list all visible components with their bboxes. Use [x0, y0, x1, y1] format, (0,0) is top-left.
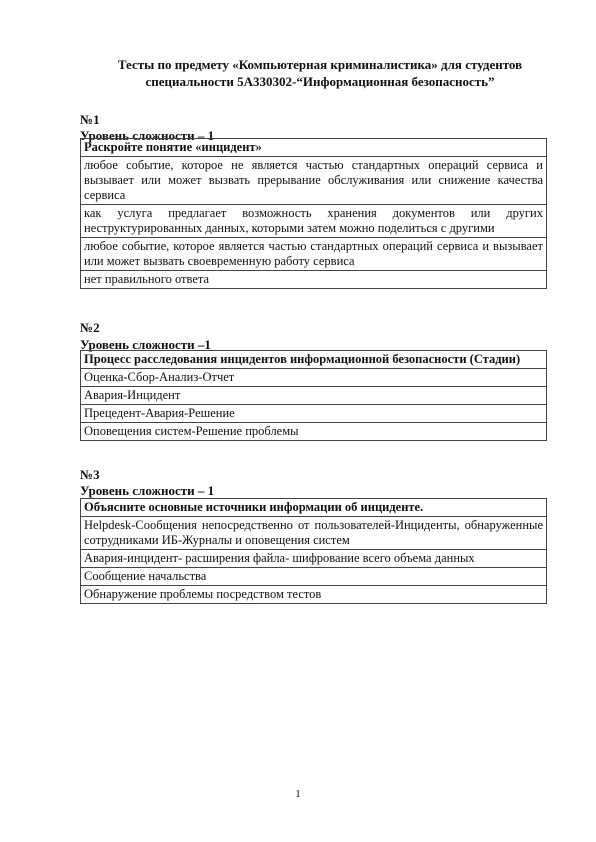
question-text: Объясните основные источники информации об инциденте.	[81, 499, 547, 517]
question-number: №3	[80, 467, 100, 482]
answer-option: Оповещения систем-Решение проблемы	[81, 423, 547, 441]
answer-option: Сообщение начальства	[81, 568, 547, 586]
question-text: Раскройте понятие «инцидент»	[81, 139, 547, 157]
answer-option: нет правильного ответа	[81, 271, 547, 289]
page-number: 1	[295, 788, 301, 800]
title-line-1: Тесты по предмету «Компьютерная криминалистика» для студентов	[117, 57, 523, 72]
answer-option: Оценка-Сбор-Анализ-Отчет	[81, 369, 547, 387]
difficulty-level: Уровень сложности –1	[80, 337, 211, 352]
question-number: №1	[80, 112, 100, 127]
question-table-2	[80, 350, 547, 441]
answer-option: Авария-инцидент- расширения файла- шифрование всего объема данных	[81, 550, 547, 568]
document-title	[80, 56, 560, 90]
difficulty-level: Уровень сложности – 1	[80, 483, 215, 498]
answer-option: как услуга предлагает возможность хранения документов или других неструктурированных данных, которыми затем можно поделиться с другими	[81, 205, 547, 238]
title-line-2: специальности 5А330302-“Информационная безопасность”	[145, 74, 495, 89]
question-table-1	[80, 138, 547, 289]
answer-option: Helpdesk-Сообщения непосредственно от пользователей-Инциденты, обнаруженные сотрудниками ИБ-Журналы и оповещения систем	[81, 517, 547, 550]
answer-option: любое событие, которое не является частью стандартных операций сервиса и вызывает или может вызвать прерывание обслуживания или снижение качества сервиса	[81, 157, 547, 205]
difficulty-level: Уровень сложности – 1	[80, 128, 215, 143]
answer-option: Прецедент-Авария-Решение	[81, 405, 547, 423]
answer-option: Авария-Инцидент	[81, 387, 547, 405]
question-table-3	[80, 498, 547, 604]
question-text: Процесс расследования инцидентов информационной безопасности (Стадии)	[81, 351, 547, 369]
answer-option: любое событие, которое является частью стандартных операций сервиса и вызывает или может вызвать своевременную работу сервиса	[81, 238, 547, 271]
answer-option: Обнаружение проблемы посредством тестов	[81, 586, 547, 604]
question-number: №2	[80, 320, 100, 335]
